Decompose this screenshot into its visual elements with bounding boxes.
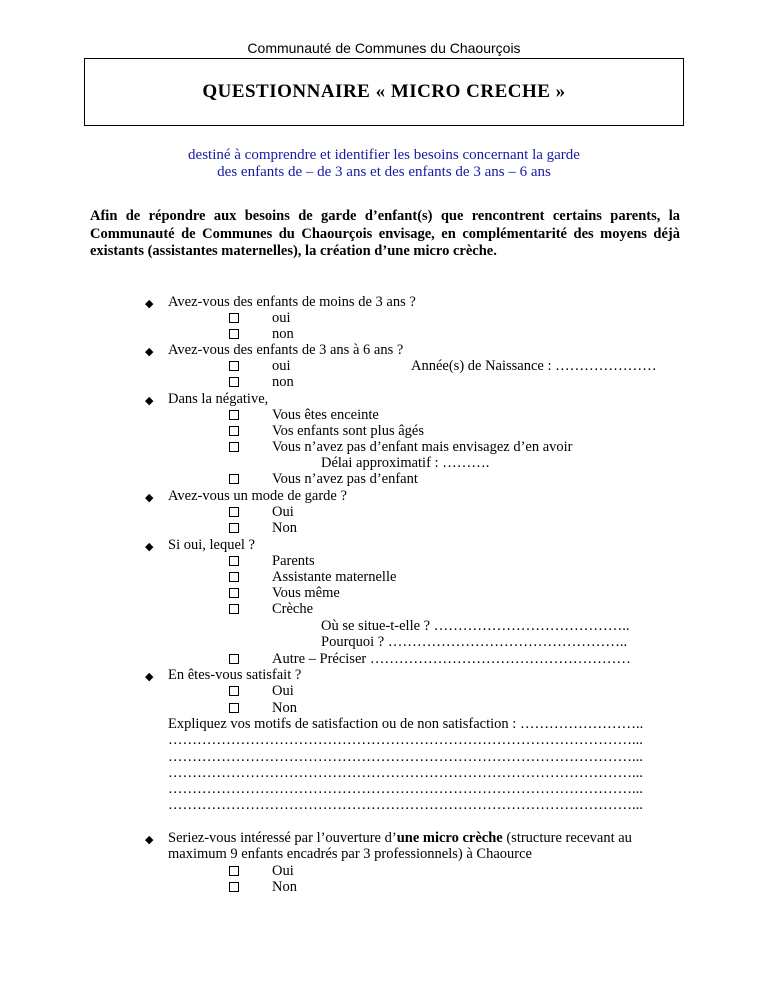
checkbox[interactable] [229, 882, 239, 892]
option-label: Non [272, 520, 297, 536]
answer-line-dots[interactable]: ……………………………………………………………………………………... [168, 797, 643, 813]
option-label: Oui [272, 683, 294, 699]
question-4-text: Avez-vous un mode de garde ? [168, 488, 347, 504]
checkbox[interactable] [229, 866, 239, 876]
birth-year-field[interactable]: Année(s) de Naissance : ………………… [411, 358, 657, 374]
question-6-text: En êtes-vous satisfait ? [168, 667, 302, 683]
question-5-text: Si oui, lequel ? [168, 537, 255, 553]
option-label: oui [272, 310, 291, 326]
bullet-icon: ◆ [145, 346, 154, 358]
question-7-text [168, 830, 632, 847]
checkbox[interactable] [229, 410, 239, 420]
answer-line-dots[interactable]: ……………………………………………………………………………………... [168, 732, 643, 748]
title-box [84, 58, 684, 126]
answer-line-dots[interactable]: ……………………………………………………………………………………... [168, 781, 643, 797]
question-7-text-line2: maximum 9 enfants encadrés par 3 professionnels) à Chaource [168, 846, 532, 862]
option-label: Vous n’avez pas d’enfant [272, 471, 418, 487]
option-label: Assistante maternelle [272, 569, 397, 585]
option-label: Non [272, 700, 297, 716]
micro-creche-emphasis: une micro crèche [396, 830, 503, 846]
checkbox[interactable] [229, 572, 239, 582]
option-label: Vos enfants sont plus âgés [272, 423, 424, 439]
option-label: Non [272, 879, 297, 895]
option-label: Vous êtes enceinte [272, 407, 379, 423]
question-7-text-part: (structure recevant au [502, 830, 632, 846]
option-label: Crèche [272, 601, 314, 617]
checkbox[interactable] [229, 686, 239, 696]
checkbox[interactable] [229, 442, 239, 452]
bullet-icon: ◆ [145, 298, 154, 310]
checkbox[interactable] [229, 474, 239, 484]
bullet-icon: ◆ [145, 492, 154, 504]
bullet-icon: ◆ [145, 834, 154, 846]
explain-prompt[interactable]: Expliquez vos motifs de satisfaction ou de non satisfaction : …………………….. [168, 716, 644, 732]
option-label: Vous même [272, 585, 340, 601]
option-label: non [272, 326, 294, 342]
option-label: Parents [272, 553, 315, 569]
option-label: Oui [272, 504, 294, 520]
checkbox[interactable] [229, 377, 239, 387]
checkbox[interactable] [229, 604, 239, 614]
checkbox[interactable] [229, 588, 239, 598]
checkbox[interactable] [229, 313, 239, 323]
checkbox[interactable] [229, 361, 239, 371]
intro-paragraph: Afin de répondre aux besoins de garde d’enfant(s) que rencontrent certains parents, la Communauté de Communes du Chaourçois envisage, en complémentarité des moyens déjà existants (assistantes maternelles), la création d’une micro crèche. [90, 208, 680, 259]
bullet-icon: ◆ [145, 541, 154, 553]
organization-header: Communauté de Communes du Chaourçois [247, 40, 521, 56]
answer-line-dots[interactable]: ……………………………………………………………………………………... [168, 765, 643, 781]
page-title: QUESTIONNAIRE « MICRO CRECHE » [202, 81, 566, 102]
checkbox[interactable] [229, 426, 239, 436]
option-label: Oui [272, 863, 294, 879]
checkbox[interactable] [229, 523, 239, 533]
question-3-text: Dans la négative, [168, 391, 269, 407]
checkbox[interactable] [229, 507, 239, 517]
answer-line-dots[interactable]: ……………………………………………………………………………………... [168, 749, 643, 765]
checkbox[interactable] [229, 703, 239, 713]
subtitle [0, 147, 768, 181]
option-label: non [272, 374, 294, 390]
question-1-text: Avez-vous des enfants de moins de 3 ans ? [168, 294, 416, 310]
checkbox[interactable] [229, 329, 239, 339]
checkbox[interactable] [229, 654, 239, 664]
option-label: oui [272, 358, 291, 374]
subtitle-line-1: destiné à comprendre et identifier les besoins concernant la garde [188, 147, 580, 163]
where-field[interactable]: Où se situe-t-elle ? ………………………………….. [321, 618, 630, 634]
checkbox[interactable] [229, 556, 239, 566]
subtitle-line-2: des enfants de – de 3 ans et des enfants de 3 ans – 6 ans [217, 164, 551, 180]
why-field[interactable]: Pourquoi ? ………………………………………….. [321, 634, 628, 650]
option-label: Autre – Préciser ……………………………………………… [272, 651, 631, 667]
option-label: Vous n’avez pas d’enfant mais envisagez d’en avoir [272, 439, 573, 455]
bullet-icon: ◆ [145, 671, 154, 683]
question-7-text-part: Seriez-vous intéressé par l’ouverture d’ [168, 830, 397, 846]
delay-field[interactable]: Délai approximatif : ………. [321, 455, 490, 471]
question-2-text: Avez-vous des enfants de 3 ans à 6 ans ? [168, 342, 404, 358]
bullet-icon: ◆ [145, 395, 154, 407]
